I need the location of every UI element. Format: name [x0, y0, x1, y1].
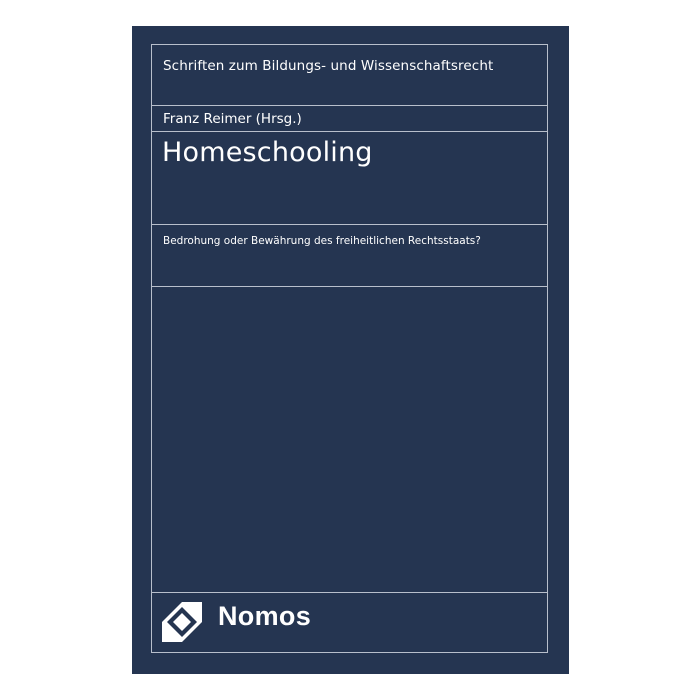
- divider-publisher: [152, 592, 547, 593]
- book-cover: [132, 26, 569, 674]
- nomos-logo-icon: [162, 602, 202, 642]
- book-title: Homeschooling: [162, 137, 373, 168]
- book-subtitle: Bedrohung oder Bewährung des freiheitlichen Rechtsstaats?: [163, 235, 481, 247]
- series-title: Schriften zum Bildungs- und Wissenschaftsrecht: [163, 58, 494, 74]
- divider-editor: [152, 131, 547, 132]
- publisher-name: Nomos: [218, 601, 312, 631]
- cover-frame: [151, 44, 548, 653]
- divider-title: [152, 224, 547, 225]
- divider-subtitle: [152, 286, 547, 287]
- editor-name: Franz Reimer (Hrsg.): [163, 111, 302, 127]
- divider-series: [152, 105, 547, 106]
